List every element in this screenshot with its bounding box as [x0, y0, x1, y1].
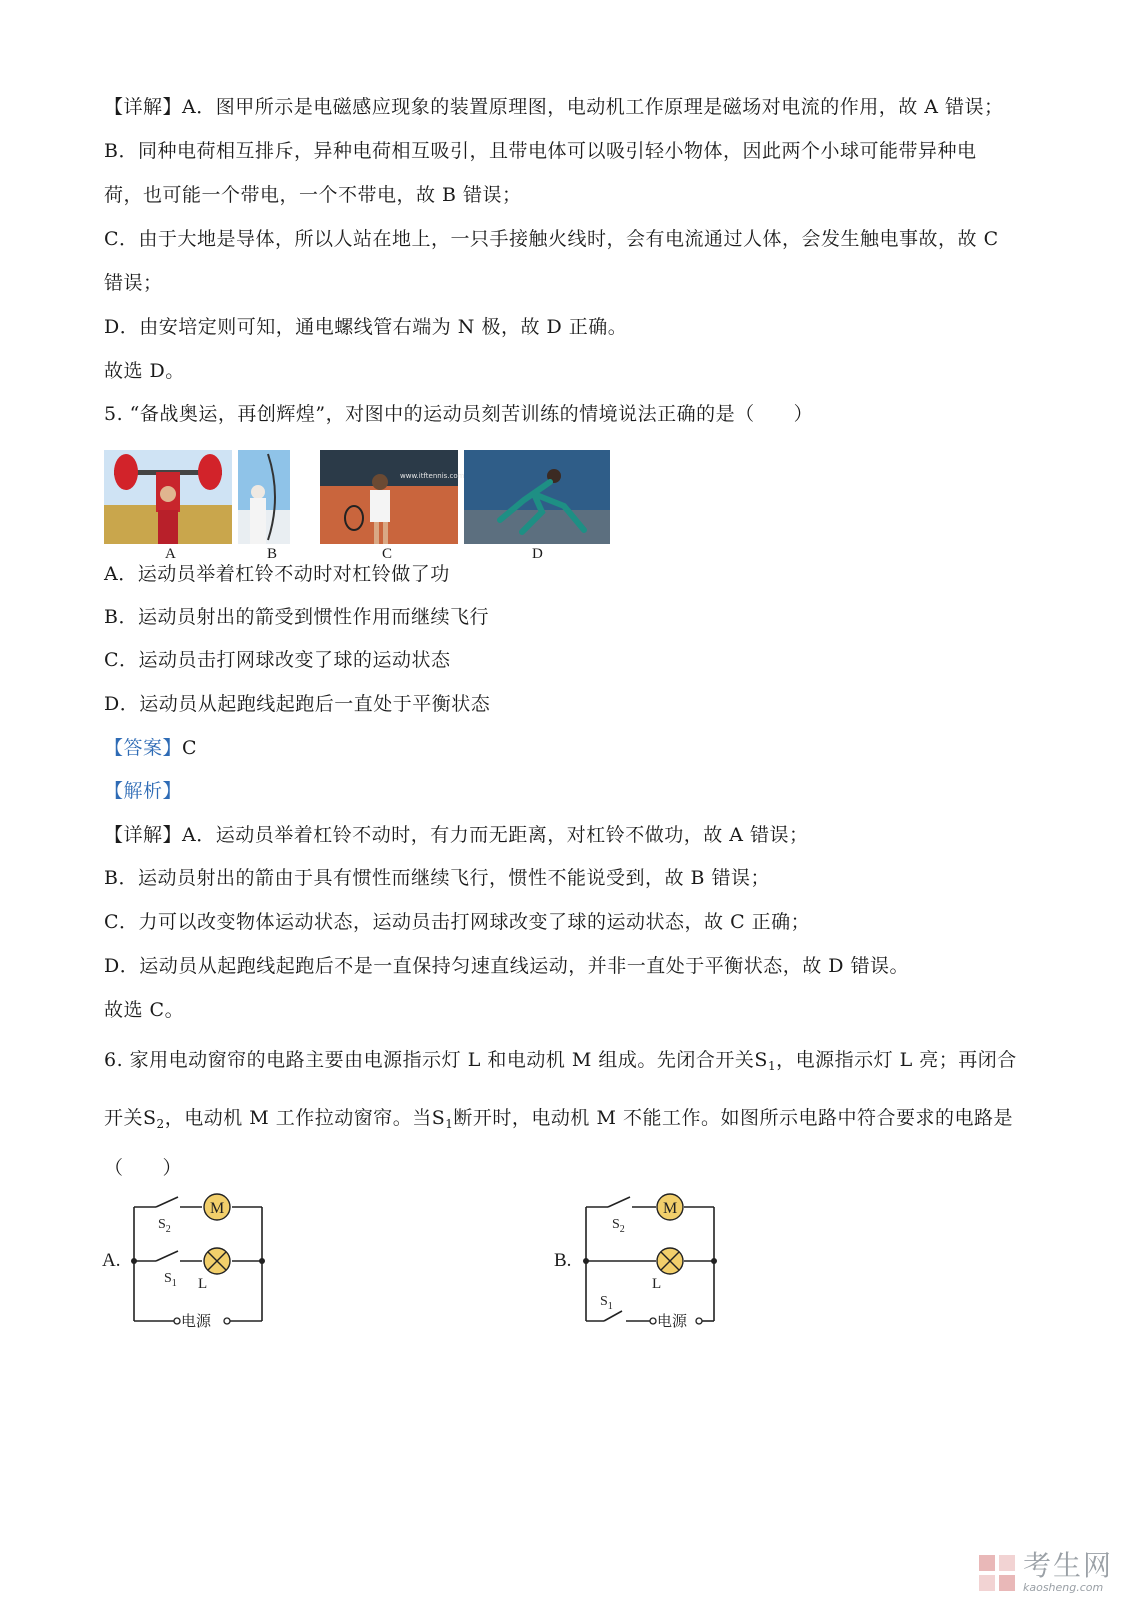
circuit-b-label: B. — [554, 1250, 572, 1271]
detail-tag: 【详解】 — [104, 96, 183, 118]
switch-symbol: S — [754, 1049, 768, 1071]
detail-tag-q5: 【详解】 — [104, 824, 183, 846]
circuit-a-diagram — [126, 1185, 276, 1335]
photo-banner-text: www.itftennis.com — [400, 472, 465, 480]
lamp-symbol: L — [198, 1276, 208, 1292]
lamp-symbol: L — [652, 1276, 662, 1292]
photo-caption-a: A — [165, 546, 176, 562]
switch-symbol: S — [143, 1107, 157, 1129]
switch-s1-label: $S_1$ — [164, 1271, 177, 1289]
watermark-url: kaosheng.com — [1022, 1581, 1104, 1594]
q5-detail-b: B．运动员射出的箭由于具有惯性而继续飞行，惯性不能说受到，故 B 错误； — [104, 867, 771, 889]
photo-caption-b: B — [267, 546, 278, 562]
q6-text-2c: 断开时，电动机 M 不能工作。如图所示电路中符合要求的电路是 — [453, 1107, 1013, 1129]
detail-line-b-cont: 荷，也可能一个带电，一个不带电，故 B 错误； — [104, 184, 522, 206]
sprint-photo — [464, 450, 610, 544]
weightlifting-photo — [104, 450, 232, 544]
detail-text: A．图甲所示是电磁感应现象的装置原理图，电动机工作原理是磁场对电流的作用，故 A 错误； — [182, 96, 1004, 118]
switch-s1-label: $S_1$ — [600, 1294, 613, 1312]
q5-option-a: A．运动员举着杠铃不动时对杠铃做了功 — [104, 563, 450, 585]
question-6-line1 — [104, 1048, 1017, 1072]
detail-line-a — [104, 95, 1004, 119]
power-source-label: 电源 — [657, 1314, 688, 1330]
answer-value: C — [182, 737, 198, 759]
question-6-line2 — [104, 1106, 1013, 1130]
q5-detail-a — [104, 823, 809, 847]
conclusion-prev: 故选 D。 — [104, 360, 185, 382]
q6-text-2a: 开关 — [104, 1107, 144, 1129]
photo-caption-d: D — [532, 546, 543, 562]
switch-subscript: 1 — [767, 1059, 777, 1073]
q6-text-2b: ，电动机 M 工作拉动窗帘。当 — [164, 1107, 432, 1129]
power-source-label: 电源 — [181, 1314, 212, 1330]
question-6-blank: （ ） — [104, 1157, 183, 1179]
q5-analysis-tag: 【解析】 — [104, 780, 183, 802]
q5-answer — [104, 736, 197, 760]
detail-line-c: C．由于大地是导体，所以人站在地上，一只手接触火线时，会有电流通过人体，会发生触电事故，故 C — [104, 228, 999, 250]
tennis-photo — [320, 450, 465, 544]
q6-text-1b: ，电源指示灯 L 亮；再闭合 — [776, 1049, 1017, 1071]
watermark — [977, 1551, 1113, 1594]
detail-a-text: A．运动员举着杠铃不动时，有力而无距离，对杠铃不做功，故 A 错误； — [182, 824, 809, 846]
archery-photo — [238, 450, 290, 544]
switch-s2-label: $S_2$ — [158, 1217, 171, 1235]
switch-s2-label: $S_2$ — [612, 1217, 625, 1235]
q5-option-d: D．运动员从起跑线起跑后一直处于平衡状态 — [104, 693, 491, 715]
answer-tag: 【答案】 — [104, 737, 183, 759]
q5-option-b: B．运动员射出的箭受到惯性作用而继续飞行 — [104, 606, 489, 628]
detail-line-d: D．由安培定则可知，通电螺线管右端为 N 极，故 D 正确。 — [104, 316, 628, 338]
detail-line-b: B．同种电荷相互排斥，异种电荷相互吸引，且带电体可以吸引轻小物体，因此两个小球可能带异种电 — [104, 140, 977, 162]
switch-symbol: S — [431, 1107, 446, 1129]
watermark-title: 考生网 — [1022, 1549, 1113, 1582]
detail-line-c-cont: 错误； — [104, 272, 163, 294]
q5-detail-c: C．力可以改变物体运动状态，运动员击打网球改变了球的运动状态，故 C 正确； — [104, 911, 811, 933]
watermark-logo-icon — [977, 1553, 1017, 1593]
photo-caption-c: C — [382, 546, 393, 562]
q5-detail-d: D．运动员从起跑线起跑后不是一直保持匀速直线运动，并非一直处于平衡状态，故 D 错误。 — [104, 955, 910, 977]
q5-option-c: C．运动员击打网球改变了球的运动状态 — [104, 649, 451, 671]
circuit-b-diagram — [578, 1185, 728, 1335]
circuit-a-label: A. — [102, 1250, 121, 1271]
switch-subscript: 1 — [445, 1117, 454, 1131]
switch-subscript: 2 — [156, 1117, 165, 1131]
motor-symbol: M — [663, 1200, 678, 1217]
q6-text-1a: 6. 家用电动窗帘的电路主要由电源指示灯 L 和电动机 M 组成。先闭合开关 — [104, 1049, 755, 1071]
question-5-stem: 5. “备战奥运，再创辉煌”，对图中的运动员刻苦训练的情境说法正确的是（ ） — [104, 403, 814, 425]
q5-conclusion: 故选 C。 — [104, 999, 185, 1021]
motor-symbol: M — [210, 1200, 225, 1217]
